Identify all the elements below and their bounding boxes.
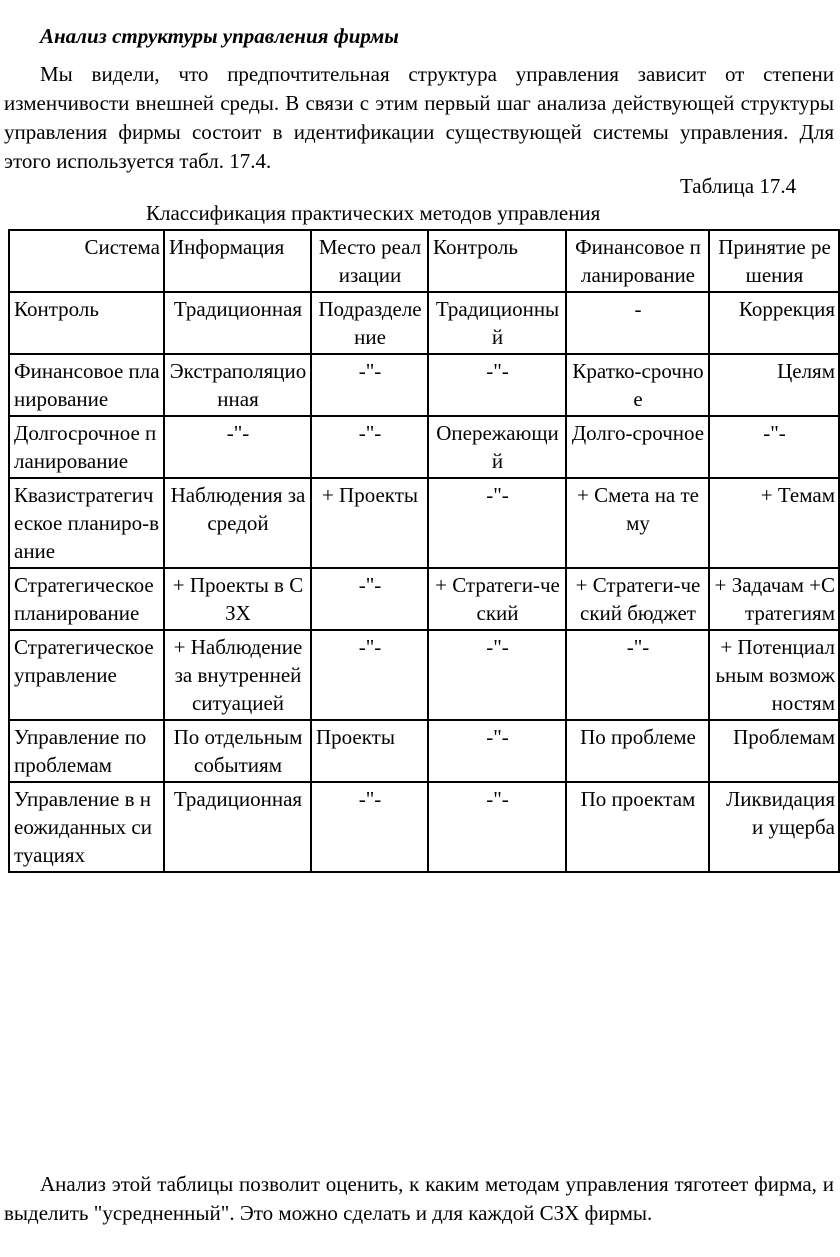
table-cell: Долго-срочное (566, 416, 709, 478)
table-cell: Ликвидация и ущерба (709, 782, 839, 872)
table-cell: - (566, 292, 709, 354)
table-cell: Традиционная (164, 292, 311, 354)
table-cell: Коррекция (709, 292, 839, 354)
table-cell: По проектам (566, 782, 709, 872)
header-cell: Контроль (428, 230, 566, 292)
table-cell: Экстраполяционная (164, 354, 311, 416)
table-cell: Целям (709, 354, 839, 416)
table-caption: Классификация практических методов управления (146, 201, 601, 225)
table-cell: -"- (164, 416, 311, 478)
table-cell: Традиционный (428, 292, 566, 354)
header-cell: Информация (164, 230, 311, 292)
table-row (9, 416, 839, 478)
table-cell: -"- (709, 416, 839, 478)
table-cell: Подразделение (311, 292, 428, 354)
table-cell: Управление по проблемам (9, 720, 164, 782)
table-cell: Наблюдения за средой (164, 478, 311, 568)
intro-paragraph: Мы видели, что предпочтительная структура управления зависит от степени изменчивости внешней среды. В связи с этим первый шаг анализа действующей структуры управления фирмы состоит в идентификации существующей системы управления. Для этого используется табл. 17.4. (4, 62, 834, 173)
table-cell: + Темам (709, 478, 839, 568)
table-cell: + Задачам +Стратегиям (709, 568, 839, 630)
table-cell: -"- (428, 720, 566, 782)
header-cell: Финансовое планирование (566, 230, 709, 292)
header-cell: Система (9, 230, 164, 292)
table-cell: Стратегическое управление (9, 630, 164, 720)
table-row (9, 568, 839, 630)
table-cell: Опережающий (428, 416, 566, 478)
table-cell: Кратко-срочное (566, 354, 709, 416)
table-row (9, 782, 839, 872)
table-cell: Проекты (311, 720, 428, 782)
table-cell: + Потенциальным возможностям (709, 630, 839, 720)
table-cell: -"- (311, 782, 428, 872)
table-cell: + Проекты в СЗХ (164, 568, 311, 630)
methods-table (8, 229, 840, 873)
table-cell: Проблемам (709, 720, 839, 782)
table-cell: -"- (311, 354, 428, 416)
table-cell: -"- (311, 568, 428, 630)
table-row (9, 630, 839, 720)
header-cell: Принятие решения (709, 230, 839, 292)
table-cell: Финансовое планирование (9, 354, 164, 416)
section-heading: Анализ структуры управления фирмы (40, 24, 399, 48)
table-cell: + Проекты (311, 478, 428, 568)
table-cell: + Стратеги-ческий (428, 568, 566, 630)
table-cell: Стратегическое планирование (9, 568, 164, 630)
table-cell: Управление в неожиданных ситуациях (9, 782, 164, 872)
table-cell: По отдельным событиям (164, 720, 311, 782)
table-cell: -"- (311, 416, 428, 478)
conclusion-paragraph: Анализ этой таблицы позволит оценить, к каким методам управления тяготеет фирма, и выделить "усредненный". Это можно сделать и для каждой СЗХ фирмы. (4, 1172, 834, 1225)
table-cell: Традиционная (164, 782, 311, 872)
table-row (9, 478, 839, 568)
table-cell: Долгосрочное планирование (9, 416, 164, 478)
table-row (9, 354, 839, 416)
table-number: Таблица 17.4 (680, 174, 797, 198)
table-cell: -"- (428, 354, 566, 416)
table-cell: -"- (428, 630, 566, 720)
table-cell: Контроль (9, 292, 164, 354)
header-cell: Место реализации (311, 230, 428, 292)
table-cell: + Смета на тему (566, 478, 709, 568)
table-cell: -"- (566, 630, 709, 720)
table-cell: -"- (311, 630, 428, 720)
table-cell: -"- (428, 782, 566, 872)
table-header-row (9, 230, 839, 292)
table-cell: Квазистратегическое планиро-вание (9, 478, 164, 568)
table-cell: + Наблюдение за внутренней ситуацией (164, 630, 311, 720)
table-row (9, 292, 839, 354)
table-cell: -"- (428, 478, 566, 568)
table-row (9, 720, 839, 782)
table-cell: По проблеме (566, 720, 709, 782)
table-cell: + Стратеги-ческий бюджет (566, 568, 709, 630)
